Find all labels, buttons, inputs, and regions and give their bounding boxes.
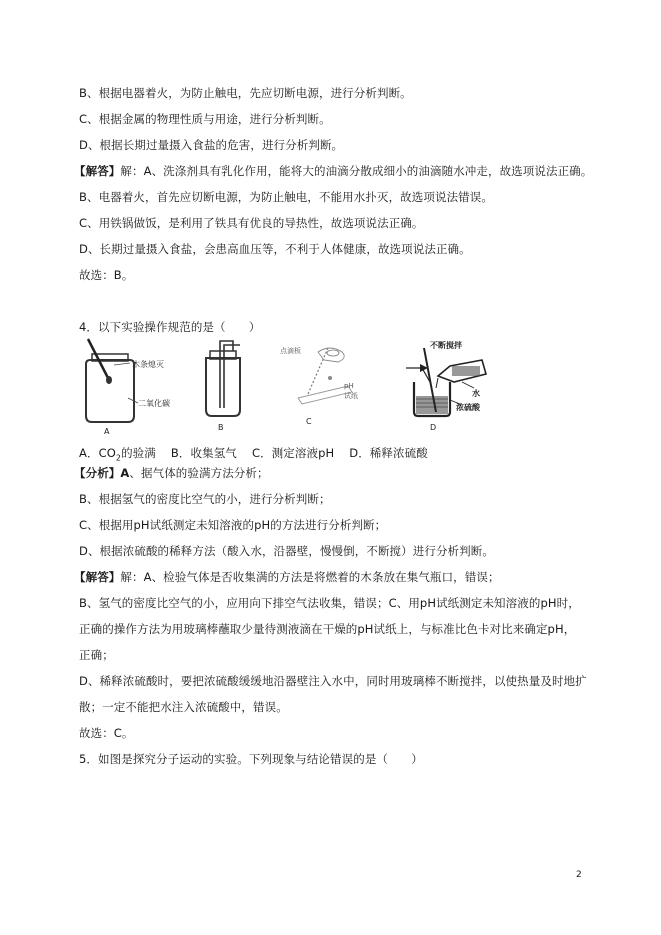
text-line: 故选：C。 — [79, 726, 134, 740]
text-line: B、氢气的密度比空气的小，应用向下排空气法收集，错误；C、用pH试纸测定未知溶液的pH时， — [79, 596, 580, 610]
text-line: D、稀释浓硫酸时，要把浓硫酸缓缓地沿器壁注入水中，同时用玻璃棒不断搅拌，以使热量及时地扩 — [79, 674, 587, 688]
answer-tag: 【解答】 — [74, 164, 121, 178]
figure-c-label-1: 点滴板 — [280, 347, 301, 355]
figure-c-label-2: pH — [344, 382, 354, 390]
text-line: B、电器着火，首先应切断电源，为防止触电，不能用水扑灭，故选项说法错误。 — [79, 190, 493, 204]
text-line: D、长期过量摄入食盐，会患高血压等，不利于人体健康，故选项说法正确。 — [79, 242, 471, 256]
figure-d-label-1: 不断搅拌 — [430, 341, 462, 350]
question-4-title: 4．以下实验操作规范的是（ ） — [79, 320, 261, 334]
text-line: D、根据长期过量摄入食盐的危害，进行分析判断。 — [79, 138, 344, 152]
figure-a-label-2: 二氧化碳 — [138, 399, 170, 408]
text-line: 散；一定不能把水注入浓硫酸中，错误。 — [79, 700, 288, 714]
text-line: B、根据电器着火，为防止触电，先应切断电源，进行分析判断。 — [79, 86, 412, 100]
answer-line — [74, 164, 592, 179]
figure-c-letter: C — [306, 417, 312, 426]
figure-a-letter: A — [104, 427, 110, 436]
text-line: B、根据氢气的密度比空气的小，进行分析判断； — [79, 492, 331, 506]
option-b: B．收集氢气 — [170, 446, 237, 460]
text-line: 正确的操作方法为用玻璃棒蘸取少量待测液滴在干燥的pH试纸上，与标准比色卡对比来确定pH， — [79, 622, 576, 636]
figure-a — [78, 338, 178, 436]
figure-a-label-1: 木条熄灭 — [132, 360, 164, 369]
analysis-text: 、据气体的验满方法分析； — [129, 466, 269, 480]
text-line: D、根据浓硫酸的稀释方法（酸入水，沿器壁，慢慢倒，不断搅）进行分析判断。 — [79, 544, 494, 558]
text-line: C、用铁锅做饭，是利用了铁具有优良的导热性，故选项说法正确。 — [79, 216, 424, 230]
figure-d — [394, 338, 498, 436]
figure-b-letter: B — [218, 423, 224, 432]
option-d: D．稀释浓硫酸 — [349, 446, 428, 460]
figure-c — [278, 338, 373, 436]
figure-d-letter: D — [430, 423, 437, 432]
experiment-figures — [78, 338, 498, 438]
option-c: C．测定溶液pH — [251, 446, 335, 460]
question-5-title: 5．如图是探究分子运动的实验。下列现象与结论错误的是（ ） — [79, 752, 423, 766]
answer-text: 解：A、检验气体是否收集满的方法是将燃着的木条放在集气瓶口，错误； — [120, 570, 500, 584]
page-number: 2 — [576, 870, 582, 880]
text-line: 故选：B。 — [79, 268, 134, 282]
figure-d-label-2: 水 — [472, 389, 480, 398]
answer-line — [74, 570, 500, 585]
analysis-line — [74, 466, 269, 481]
figure-d-label-3: 浓硫酸 — [456, 403, 480, 412]
figure-c-label-3: 试纸 — [344, 392, 358, 400]
figure-b — [200, 338, 250, 436]
option-a: A．$CO_2$的验满 — [79, 446, 156, 463]
text-line: C、根据用pH试纸测定未知溶液的pH的方法进行分析判断； — [79, 518, 387, 532]
answer-tag: 【解答】 — [74, 570, 121, 584]
answer-text: 解：A、洗涤剂具有乳化作用，能将大的油滴分散成细小的油滴随水冲走，故选项说法正确。 — [120, 164, 593, 178]
text-line: C、根据金属的物理性质与用途，进行分析判断。 — [79, 112, 331, 126]
options-line — [79, 446, 428, 465]
analysis-tag: 【分析】A — [74, 466, 130, 480]
text-line: 正确； — [79, 648, 114, 662]
